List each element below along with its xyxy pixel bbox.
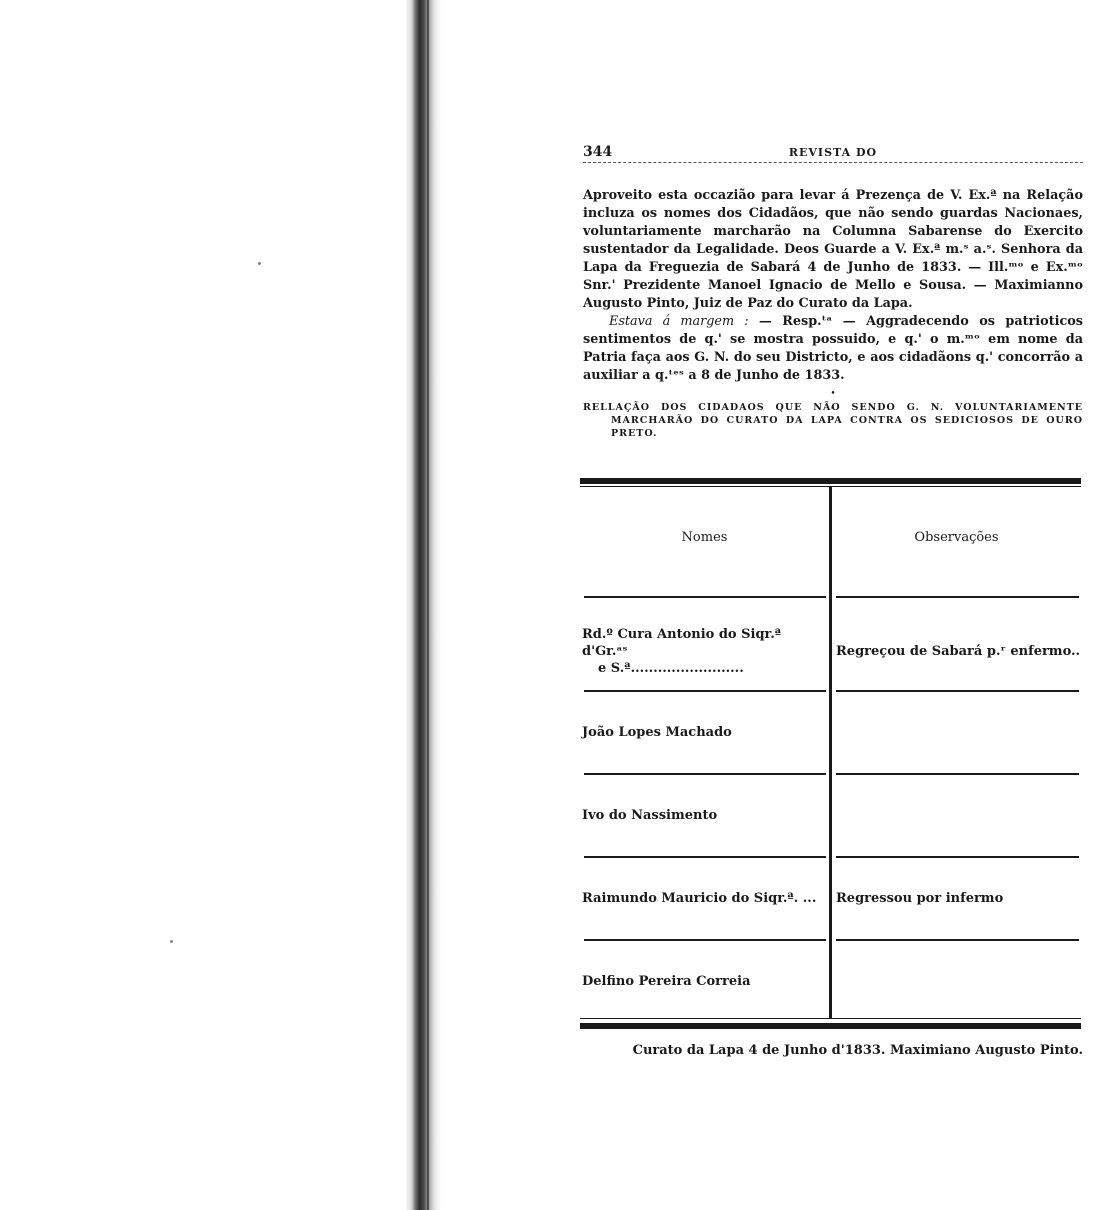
separator-mark: • bbox=[830, 389, 836, 399]
row-rule bbox=[584, 773, 826, 775]
book-gutter-shadow bbox=[405, 0, 441, 1210]
row-rule bbox=[836, 939, 1079, 941]
row-rule bbox=[836, 596, 1079, 598]
name-line-2: e S.ª......................... bbox=[598, 661, 744, 676]
names-table bbox=[580, 478, 1081, 1032]
column-divider bbox=[829, 486, 832, 1018]
paragraph-2-lead: Estava á margem : bbox=[609, 314, 749, 329]
column-header-observacoes: Observações bbox=[914, 530, 999, 545]
table-row-4-name: Raimundo Mauricio do Siqr.ª. ... bbox=[582, 891, 817, 906]
table-bottom-rule-thin bbox=[580, 1018, 1081, 1019]
book-gutter-line bbox=[427, 0, 429, 1210]
table-row-1-observation: Regreçou de Sabará p.ʳ enfermo.. bbox=[836, 644, 1081, 659]
column-header-nomes: Nomes bbox=[681, 530, 728, 545]
row-rule bbox=[836, 690, 1079, 692]
running-title: REVISTA DO bbox=[788, 146, 878, 159]
table-row-3-name: Ivo do Nassimento bbox=[582, 808, 718, 823]
scan-speck bbox=[170, 940, 173, 943]
row-rule bbox=[584, 856, 826, 858]
paragraph-2-text: — Resp.ᵗᵃ — Aggradecendo os patrioticos sentimentos de q.' se mostra possuido, e q.' o m.ᵐᵒ em nome da Patria faça aos G. N. do seu Districto, e aos cidadãons q.' concorrão a auxiliar a q.ᵗᵉˢ a 8 de Junho de 1833. bbox=[583, 314, 1084, 383]
row-rule bbox=[836, 856, 1079, 858]
scan-speck bbox=[258, 262, 261, 265]
paragraph-1: Aproveito esta occazião para levar á Prezença de V. Ex.ª na Relação incluza os nomes dos Cidadãos, que não sendo guardas Nacionaes, voluntariamente marcharão na Columna Sabarense do Exercito sustentador da Legalidade. Deos Guarde a V. Ex.ª m.ˢ a.ˢ. Senhora da Lapa da Freguezia de Sabará 4 de Junho de 1833. — Ill.ᵐᵒ e Ex.ᵐᵒ Snr.' Prezidente Manoel Ignacio de Mello e Sousa. — Maximianno Augusto Pinto, Juiz de Paz do Curato da Lapa. bbox=[583, 188, 1083, 311]
table-top-rule bbox=[580, 478, 1081, 484]
row-rule bbox=[836, 773, 1079, 775]
book-page bbox=[583, 140, 1083, 440]
row-rule bbox=[584, 939, 826, 941]
page-number: 344 bbox=[583, 144, 613, 160]
table-row-5-name: Delfino Pereira Correia bbox=[582, 974, 751, 989]
table-row-1-name bbox=[582, 626, 828, 677]
paragraph-2 bbox=[583, 313, 1083, 385]
table-row-4-observation: Regressou por infermo bbox=[836, 891, 1004, 906]
body-text bbox=[583, 187, 1083, 385]
name-line-1: Rd.º Cura Antonio do Siqr.ª d'Gr.ᵃˢ bbox=[582, 627, 782, 659]
table-row-2-name: João Lopes Machado bbox=[582, 725, 732, 740]
list-heading: RELLAÇÃO DOS CIDADAOS QUE NÃO SENDO G. N. VOLUNTARIAMENTE MARCHARÃO DO CURATO DA LAPA CONTRA OS SEDICIOSOS DE OURO PRETO. bbox=[583, 402, 1083, 439]
table-bottom-rule bbox=[580, 1023, 1081, 1029]
row-rule bbox=[584, 596, 826, 598]
closing-signature-line: Curato da Lapa 4 de Junho d'1833. Maximiano Augusto Pinto. bbox=[632, 1043, 1083, 1058]
running-header bbox=[583, 140, 1083, 163]
row-rule bbox=[584, 690, 826, 692]
